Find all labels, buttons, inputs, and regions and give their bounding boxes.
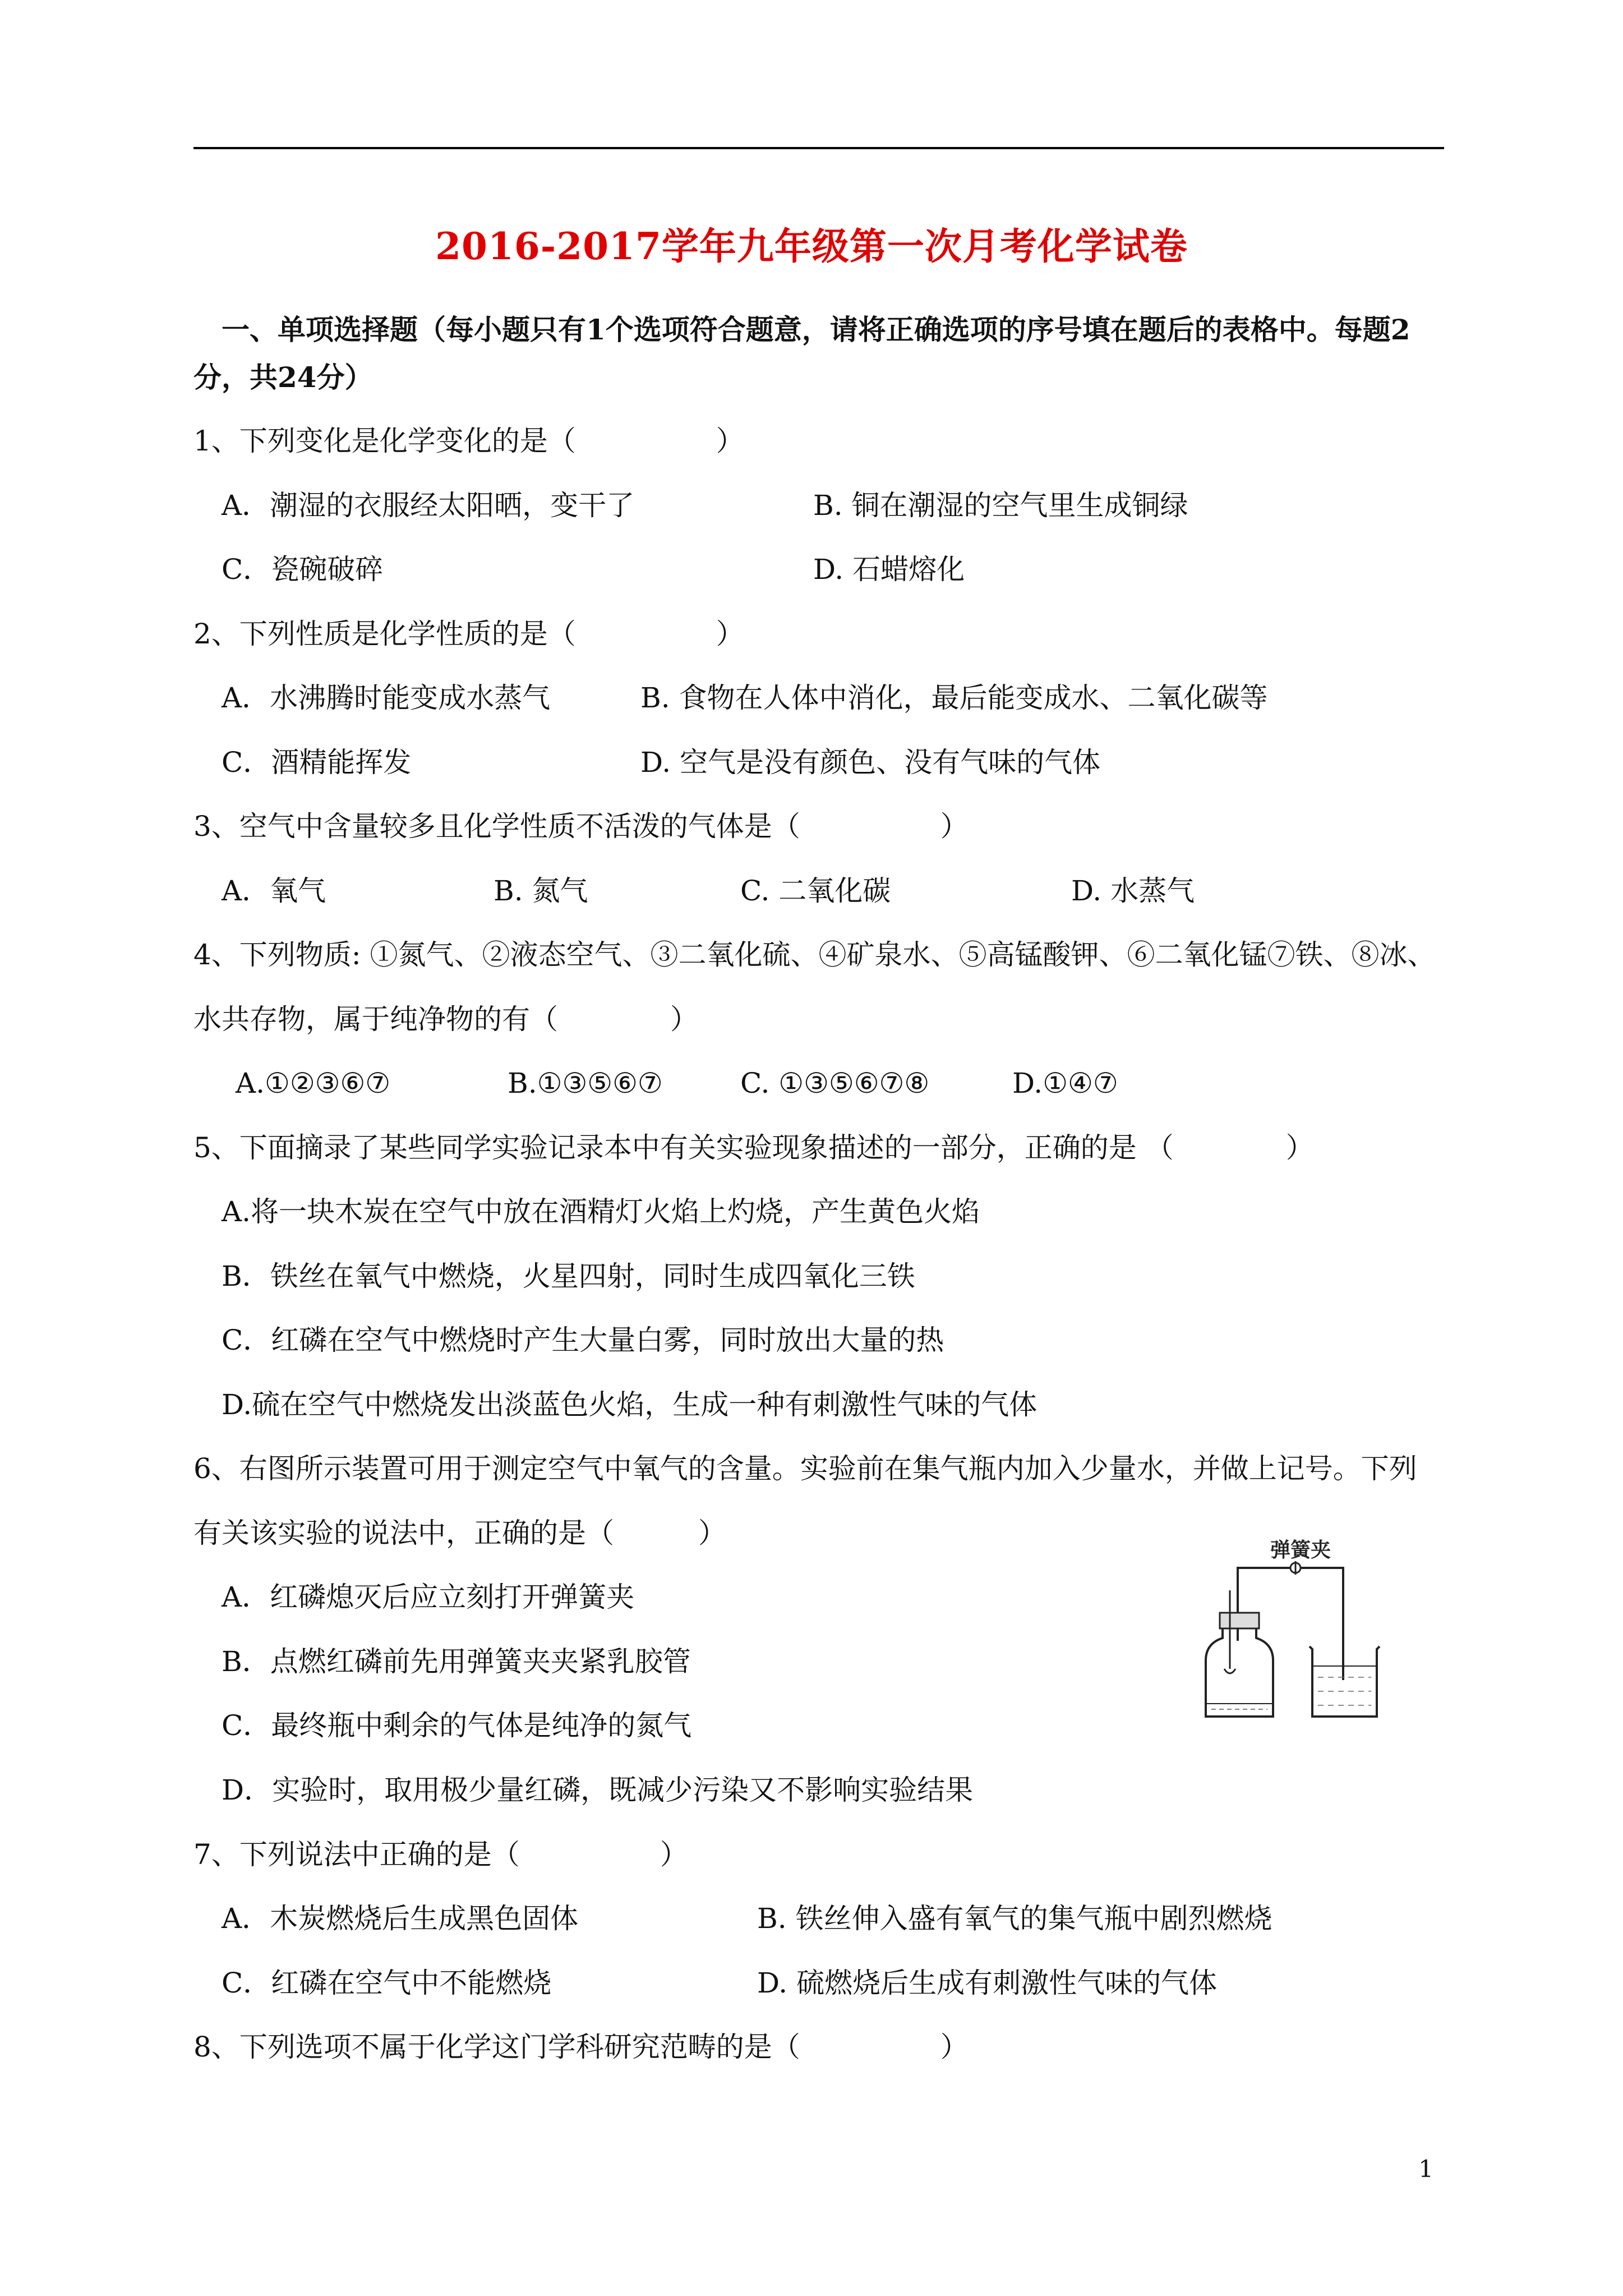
question-5-option-d: D.硫在空气中燃烧发出淡蓝色火焰，生成一种有刺激性气味的气体 xyxy=(222,1388,1038,1421)
question-7-stem: 7、下列说法中正确的是（ ） xyxy=(193,1838,688,1871)
question-3-option-c: C. 二氧化碳 xyxy=(740,875,891,907)
question-4-option-a: A.①②③⑥⑦ xyxy=(236,1067,391,1099)
question-1-stem: 1、下列变化是化学变化的是（ ） xyxy=(193,425,744,457)
header-rule xyxy=(193,147,1444,149)
question-3-stem: 3、空气中含量较多且化学性质不活泼的气体是（ ） xyxy=(193,810,969,843)
question-4-option-b: B.①③⑤⑥⑦ xyxy=(508,1067,663,1099)
question-2-option-d: D. 空气是没有颜色、没有气味的气体 xyxy=(640,746,1101,779)
question-2-option-b: B. 食物在人体中消化，最后能变成水、二氧化碳等 xyxy=(640,682,1268,714)
question-1-option-b: B. 铜在潮湿的空气里生成铜绿 xyxy=(813,489,1188,522)
question-7-option-b: B. 铁丝伸入盛有氧气的集气瓶中剧烈燃烧 xyxy=(757,1902,1272,1935)
question-2-stem: 2、下列性质是化学性质的是（ ） xyxy=(193,618,744,650)
question-1-option-a: A．潮湿的衣服经太阳晒，变干了 xyxy=(222,489,635,522)
question-3-option-a: A．氧气 xyxy=(222,875,326,907)
question-6-stem-line1: 6、右图所示装置可用于测定空气中氧气的含量。实验前在集气瓶内加入少量水，并做上记号。下列 xyxy=(193,1452,1417,1485)
question-3-option-d: D. 水蒸气 xyxy=(1071,875,1195,907)
question-5-stem: 5、下面摘录了某些同学实验记录本中有关实验现象描述的一部分，正确的是 （ ） xyxy=(193,1131,1314,1164)
question-6-stem-line2: 有关该实验的说法中，正确的是（ ） xyxy=(193,1517,726,1549)
question-8-stem: 8、下列选项不属于化学这门学科研究范畴的是（ ） xyxy=(193,2031,969,2063)
question-7-option-d: D. 硫燃烧后生成有刺激性气味的气体 xyxy=(757,1967,1218,1999)
question-5-option-a: A.将一块木炭在空气中放在酒精灯火焰上灼烧，产生黄色火焰 xyxy=(222,1195,980,1228)
page-number: 1 xyxy=(1418,2155,1433,2183)
question-1-option-d: D. 石蜡熔化 xyxy=(813,553,965,586)
spring-clip-label: 弹簧夹 xyxy=(1270,1538,1331,1562)
question-4-option-d: D.①④⑦ xyxy=(1012,1067,1118,1099)
question-4-option-c: C. ①③⑤⑥⑦⑧ xyxy=(740,1067,930,1099)
page-title: 2016-2017学年九年级第一次月考化学试卷 xyxy=(435,224,1188,268)
stopper xyxy=(1220,1613,1259,1628)
question-2-option-c: C．酒精能挥发 xyxy=(222,746,412,779)
question-7-option-c: C．红磷在空气中不能燃烧 xyxy=(222,1967,552,1999)
question-5-option-c: C．红磷在空气中燃烧时产生大量白雾，同时放出大量的热 xyxy=(222,1324,944,1356)
question-6-option-a: A．红磷熄灭后应立刻打开弹簧夹 xyxy=(222,1581,635,1613)
question-7-option-a: A．木炭燃烧后生成黑色固体 xyxy=(222,1902,579,1935)
question-6-option-c: C．最终瓶中剩余的气体是纯净的氮气 xyxy=(222,1709,692,1742)
question-6-option-d: D．实验时，取用极少量红磷，既减少污染又不影响实验结果 xyxy=(222,1774,974,1806)
beaker xyxy=(1310,1646,1380,1717)
section-heading-line2: 分，共24分） xyxy=(193,361,373,394)
question-4-stem-line2: 水共存物，属于纯净物的有（ ） xyxy=(193,1003,698,1036)
question-6-option-b: B．点燃红磷前先用弹簧夹夹紧乳胶管 xyxy=(222,1645,691,1678)
question-4-stem-line1: 4、下列物质: ①氮气、②液态空气、③二氧化硫、④矿泉水、⑤高锰酸钾、⑥二氧化锰⑦铁、⑧冰、 xyxy=(193,938,1436,971)
combustion-spoon xyxy=(1224,1669,1235,1673)
apparatus-diagram xyxy=(1197,1534,1399,1725)
question-2-option-a: A．水沸腾时能变成水蒸气 xyxy=(222,682,551,714)
question-1-option-c: C．瓷碗破碎 xyxy=(222,553,384,586)
question-3-option-b: B. 氮气 xyxy=(494,875,588,907)
question-5-option-b: B．铁丝在氧气中燃烧，火星四射，同时生成四氧化三铁 xyxy=(222,1260,915,1292)
section-heading-line1: 一、单项选择题（每小题只有1个选项符合题意，请将正确选项的序号填在题后的表格中。每题2 xyxy=(222,313,1410,346)
apparatus-figure xyxy=(1197,1534,1399,1725)
